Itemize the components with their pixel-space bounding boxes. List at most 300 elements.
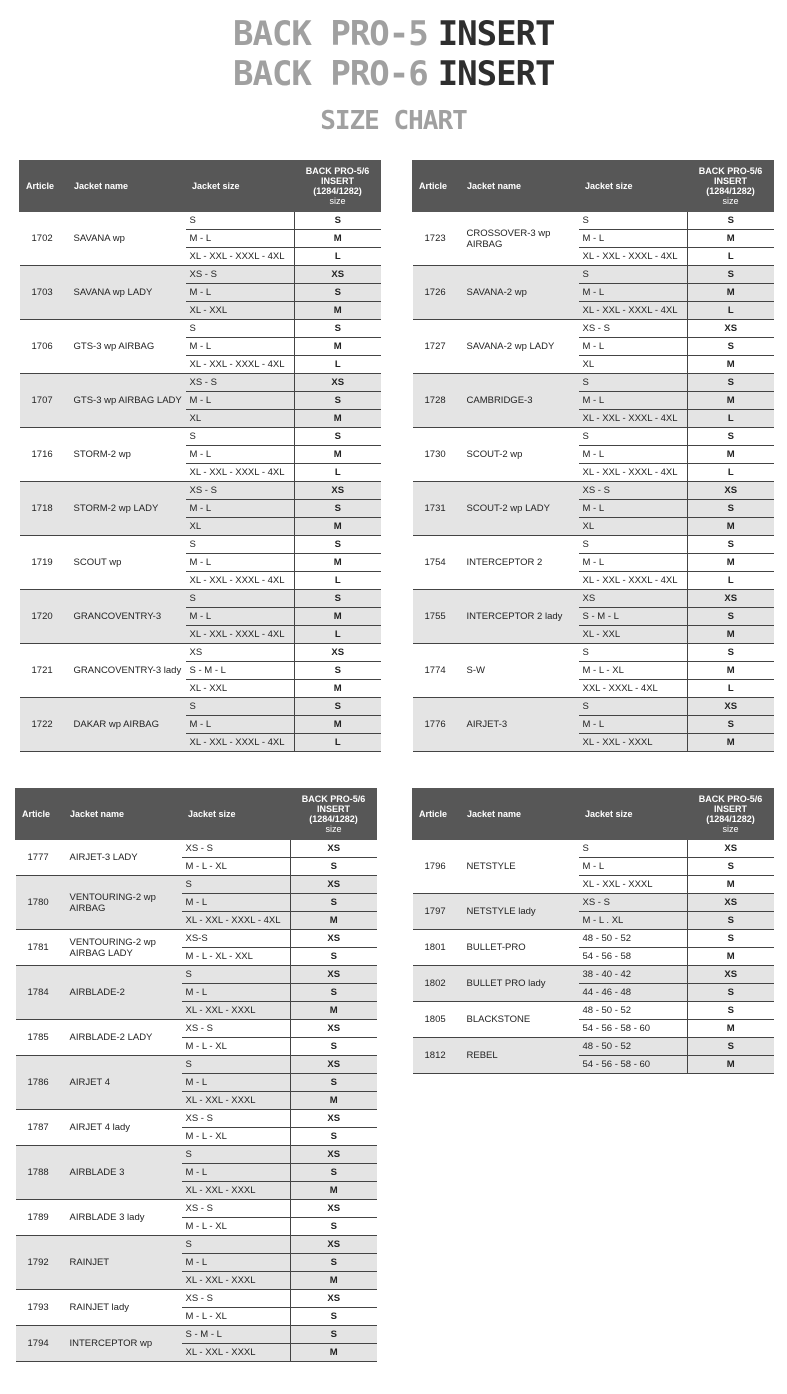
article-group — [20, 698, 381, 752]
jacket-size: XL - XXL - XXXL — [182, 1002, 291, 1020]
jacket-size: M - L - XL — [182, 858, 291, 876]
jacket-name: SCOUT-2 wp LADY — [461, 482, 579, 536]
article-number: 1805 — [413, 1002, 461, 1038]
jacket-name: BULLET-PRO — [461, 930, 579, 966]
jacket-name: GRANCOVENTRY-3 lady — [68, 644, 186, 698]
article-group — [20, 482, 381, 536]
jacket-name: RAINJET — [64, 1236, 182, 1290]
header-insert-size-line: INSERT — [320, 176, 354, 186]
insert-size: S — [688, 500, 774, 518]
header-jacket-size: Jacket size — [579, 161, 688, 212]
insert-size: L — [295, 734, 381, 752]
insert-size: S — [295, 662, 381, 680]
insert-size: S — [688, 912, 774, 930]
table-row — [16, 876, 377, 894]
insert-size: S — [295, 500, 381, 518]
header-article: Article — [413, 789, 461, 840]
table-row — [413, 320, 774, 338]
jacket-size: S — [579, 212, 688, 230]
jacket-size: M - L — [579, 500, 688, 518]
article-group — [16, 1236, 377, 1290]
jacket-name: AIRJET-3 — [461, 698, 579, 752]
jacket-size: M - L — [579, 338, 688, 356]
insert-size: M — [688, 284, 774, 302]
insert-size: S — [295, 590, 381, 608]
header-insert-size-line: BACK PRO-5/6 — [301, 794, 366, 804]
article-group — [413, 644, 774, 698]
jacket-size: M - L — [182, 1074, 291, 1092]
jacket-size: 54 - 56 - 58 - 60 — [579, 1020, 688, 1038]
jacket-size: S — [182, 1146, 291, 1164]
jacket-size: XL - XXL - XXXL - 4XL — [579, 248, 688, 266]
insert-size: XS — [291, 930, 377, 948]
insert-size: S — [688, 1002, 774, 1020]
jacket-size: XL - XXL - XXXL - 4XL — [186, 626, 295, 644]
article-group — [16, 966, 377, 1020]
insert-size: XS — [291, 876, 377, 894]
insert-size: XS — [291, 1236, 377, 1254]
insert-size: XS — [295, 482, 381, 500]
jacket-size: XL - XXL - XXXL - 4XL — [186, 464, 295, 482]
header-insert-size-line: INSERT — [713, 176, 747, 186]
insert-size: S — [688, 428, 774, 446]
article-number: 1792 — [16, 1236, 64, 1290]
insert-size: S — [291, 858, 377, 876]
header-jacket-name: Jacket name — [461, 161, 579, 212]
article-number: 1719 — [20, 536, 68, 590]
article-number: 1723 — [413, 212, 461, 266]
article-number: 1786 — [16, 1056, 64, 1110]
article-group — [20, 590, 381, 644]
header-insert-size-line: BACK PRO-5/6 — [305, 166, 370, 176]
jacket-name: SAVANA wp — [68, 212, 186, 266]
jacket-size: XS — [186, 644, 295, 662]
table-row — [20, 536, 381, 554]
jacket-size: S — [579, 374, 688, 392]
size-table-1 — [19, 160, 381, 752]
jacket-name: SCOUT wp — [68, 536, 186, 590]
insert-size: M — [688, 948, 774, 966]
article-group — [413, 966, 774, 1002]
table-row — [20, 212, 381, 230]
jacket-size: S — [579, 266, 688, 284]
insert-size: XS — [291, 966, 377, 984]
insert-size: M — [291, 1344, 377, 1362]
header-jacket-name: Jacket name — [461, 789, 579, 840]
jacket-name: NETSTYLE lady — [461, 894, 579, 930]
jacket-size: XL - XXL — [579, 626, 688, 644]
table-row — [413, 536, 774, 554]
jacket-size: XS - S — [182, 1290, 291, 1308]
table-row — [413, 266, 774, 284]
article-group — [413, 266, 774, 320]
article-group — [20, 374, 381, 428]
header-insert-size-line: BACK PRO-5/6 — [698, 794, 763, 804]
jacket-name: RAINJET lady — [64, 1290, 182, 1326]
article-group — [20, 536, 381, 590]
jacket-size: XS-S — [182, 930, 291, 948]
header-insert-size — [688, 161, 774, 212]
article-number: 1702 — [20, 212, 68, 266]
insert-size: M — [291, 1272, 377, 1290]
jacket-size: XS - S — [579, 320, 688, 338]
insert-size: M — [295, 518, 381, 536]
insert-size: S — [688, 1038, 774, 1056]
insert-size: S — [688, 374, 774, 392]
table-row — [16, 1020, 377, 1038]
table-row — [413, 698, 774, 716]
jacket-size: S — [579, 428, 688, 446]
article-number: 1797 — [413, 894, 461, 930]
jacket-size: XS - S — [182, 840, 291, 858]
jacket-size: 54 - 56 - 58 - 60 — [579, 1056, 688, 1074]
article-group — [16, 1200, 377, 1236]
table-row — [413, 1002, 774, 1020]
table-row — [20, 590, 381, 608]
insert-size: S — [688, 338, 774, 356]
jacket-size: M - L — [579, 858, 688, 876]
table-row — [413, 930, 774, 948]
jacket-size: M - L — [186, 338, 295, 356]
insert-size: L — [295, 356, 381, 374]
jacket-size: S — [579, 644, 688, 662]
jacket-size: XS - S — [579, 482, 688, 500]
header-insert-size-line: BACK PRO-5/6 — [698, 166, 763, 176]
jacket-size: M - L - XL - XXL — [182, 948, 291, 966]
insert-size: S — [291, 1038, 377, 1056]
article-group — [413, 1038, 774, 1074]
insert-size: M — [688, 626, 774, 644]
insert-size: M — [688, 734, 774, 752]
article-group — [16, 1326, 377, 1362]
table-row — [413, 428, 774, 446]
article-number: 1722 — [20, 698, 68, 752]
article-group — [16, 1056, 377, 1110]
table-row — [20, 482, 381, 500]
jacket-size: S — [186, 428, 295, 446]
jacket-size: M - L — [182, 1164, 291, 1182]
jacket-size: M - L — [182, 984, 291, 1002]
size-table-4 — [412, 788, 774, 1074]
table-row — [413, 840, 774, 858]
insert-size: M — [291, 912, 377, 930]
article-group — [413, 482, 774, 536]
jacket-size: XS — [579, 590, 688, 608]
insert-size: S — [688, 858, 774, 876]
article-group — [413, 930, 774, 966]
insert-size: S — [688, 266, 774, 284]
jacket-size: M - L — [579, 392, 688, 410]
jacket-size: S - M - L — [579, 608, 688, 626]
article-number: 1727 — [413, 320, 461, 374]
jacket-size: XL - XXL - XXXL - 4XL — [186, 356, 295, 374]
header-jacket-name: Jacket name — [64, 789, 182, 840]
jacket-name: AIRBLADE-2 LADY — [64, 1020, 182, 1056]
article-number: 1793 — [16, 1290, 64, 1326]
article-number: 1794 — [16, 1326, 64, 1362]
header-insert-size — [291, 789, 377, 840]
article-group — [413, 1002, 774, 1038]
insert-size: M — [295, 302, 381, 320]
jacket-size: M - L — [579, 284, 688, 302]
table-row — [413, 1038, 774, 1056]
insert-size: M — [295, 608, 381, 626]
article-group — [20, 212, 381, 266]
title-insert-2: INSERT — [437, 54, 555, 94]
jacket-size: M - L — [579, 446, 688, 464]
jacket-name: INTERCEPTOR wp — [64, 1326, 182, 1362]
jacket-name: STORM-2 wp LADY — [68, 482, 186, 536]
jacket-size: S — [186, 320, 295, 338]
table-header-row — [413, 161, 774, 212]
insert-size: S — [688, 984, 774, 1002]
insert-size: XS — [291, 1146, 377, 1164]
insert-size: M — [688, 876, 774, 894]
jacket-name: SAVANA-2 wp LADY — [461, 320, 579, 374]
title-insert-1: INSERT — [437, 14, 555, 54]
jacket-size: XS - S — [186, 266, 295, 284]
insert-size: XS — [688, 320, 774, 338]
insert-size: L — [295, 626, 381, 644]
title-line-2 — [233, 56, 555, 92]
jacket-name: INTERCEPTOR 2 — [461, 536, 579, 590]
insert-size: M — [688, 1020, 774, 1038]
jacket-size: XL - XXL — [186, 302, 295, 320]
jacket-size: XL - XXL - XXXL - 4XL — [186, 572, 295, 590]
insert-size: XS — [291, 1020, 377, 1038]
article-group — [20, 428, 381, 482]
size-table-2 — [412, 160, 774, 752]
insert-size: XS — [291, 1290, 377, 1308]
insert-size: S — [688, 212, 774, 230]
insert-size: XS — [291, 1200, 377, 1218]
jacket-name: AIRBLADE 3 — [64, 1146, 182, 1200]
header-insert-size — [688, 789, 774, 840]
insert-size: S — [295, 428, 381, 446]
header-jacket-size: Jacket size — [186, 161, 295, 212]
jacket-size: M - L . XL — [579, 912, 688, 930]
insert-size: M — [688, 392, 774, 410]
jacket-size: XL - XXL - XXXL — [182, 1092, 291, 1110]
jacket-size: XL - XXL - XXXL — [182, 1272, 291, 1290]
article-number: 1781 — [16, 930, 64, 966]
article-group — [20, 266, 381, 320]
jacket-size: XL - XXL - XXXL — [579, 734, 688, 752]
table-row — [20, 320, 381, 338]
article-group — [413, 374, 774, 428]
size-table-3 — [15, 788, 377, 1362]
jacket-name: AIRBLADE 3 lady — [64, 1200, 182, 1236]
insert-size: XS — [688, 482, 774, 500]
header-jacket-name: Jacket name — [68, 161, 186, 212]
insert-size: M — [295, 230, 381, 248]
insert-size: S — [295, 320, 381, 338]
jacket-size: XL - XXL - XXXL - 4XL — [579, 302, 688, 320]
jacket-size: XL - XXL - XXXL - 4XL — [579, 410, 688, 428]
jacket-size: XL — [579, 356, 688, 374]
jacket-size: S — [579, 840, 688, 858]
jacket-size: M - L - XL — [182, 1308, 291, 1326]
jacket-size: XL - XXL — [186, 680, 295, 698]
jacket-name: BLACKSTONE — [461, 1002, 579, 1038]
header-article: Article — [16, 789, 64, 840]
article-group — [16, 1020, 377, 1056]
table-row — [16, 930, 377, 948]
table-row — [16, 1056, 377, 1074]
insert-size: S — [688, 536, 774, 554]
table-row — [16, 1146, 377, 1164]
insert-size: S — [688, 608, 774, 626]
header-article: Article — [413, 161, 461, 212]
insert-size: S — [291, 1218, 377, 1236]
jacket-name: S-W — [461, 644, 579, 698]
jacket-size: 48 - 50 - 52 — [579, 930, 688, 948]
jacket-size: S — [186, 590, 295, 608]
article-number: 1796 — [413, 840, 461, 894]
insert-size: M — [295, 446, 381, 464]
jacket-size: S — [186, 536, 295, 554]
jacket-size: XS - S — [182, 1020, 291, 1038]
article-group — [20, 644, 381, 698]
jacket-size: S — [186, 698, 295, 716]
insert-size: L — [295, 572, 381, 590]
header-insert-size-line: size — [722, 196, 739, 206]
jacket-size: 54 - 56 - 58 — [579, 948, 688, 966]
insert-size: S — [295, 392, 381, 410]
insert-size: S — [291, 948, 377, 966]
insert-size: M — [688, 446, 774, 464]
article-number: 1784 — [16, 966, 64, 1020]
insert-size: S — [688, 716, 774, 734]
insert-size: XS — [688, 840, 774, 858]
title-line-1 — [233, 16, 555, 52]
article-number: 1716 — [20, 428, 68, 482]
article-number: 1730 — [413, 428, 461, 482]
jacket-name: SCOUT-2 wp — [461, 428, 579, 482]
insert-size: M — [291, 1092, 377, 1110]
jacket-name: BULLET PRO lady — [461, 966, 579, 1002]
jacket-size: S — [182, 966, 291, 984]
insert-size: XS — [295, 266, 381, 284]
insert-size: M — [295, 554, 381, 572]
table-row — [20, 644, 381, 662]
jacket-size: 44 - 46 - 48 — [579, 984, 688, 1002]
jacket-size: M - L — [186, 392, 295, 410]
jacket-size: M - L — [182, 894, 291, 912]
jacket-size: S — [579, 536, 688, 554]
article-group — [413, 894, 774, 930]
header-insert-size-line: INSERT — [316, 804, 350, 814]
jacket-size: M - L - XL — [182, 1218, 291, 1236]
table-header-row — [413, 789, 774, 840]
header-insert-size-line: (1284/1282) — [309, 814, 358, 824]
insert-size: S — [295, 284, 381, 302]
article-group — [413, 698, 774, 752]
article-group — [413, 212, 774, 266]
article-number: 1718 — [20, 482, 68, 536]
jacket-size: XS - S — [579, 894, 688, 912]
jacket-size: XL - XXL - XXXL - 4XL — [579, 464, 688, 482]
article-group — [16, 1146, 377, 1200]
jacket-size: XXL - XXXL - 4XL — [579, 680, 688, 698]
insert-size: S — [295, 536, 381, 554]
jacket-name: SAVANA-2 wp — [461, 266, 579, 320]
article-group — [20, 320, 381, 374]
jacket-size: XL - XXL - XXXL - 4XL — [579, 572, 688, 590]
insert-size: XS — [291, 1056, 377, 1074]
article-number: 1787 — [16, 1110, 64, 1146]
table-header-row — [16, 789, 377, 840]
jacket-name: DAKAR wp AIRBAG — [68, 698, 186, 752]
insert-size: M — [688, 554, 774, 572]
insert-size: XS — [688, 894, 774, 912]
insert-size: S — [291, 1326, 377, 1344]
article-group — [413, 320, 774, 374]
header-insert-size-line: size — [329, 196, 346, 206]
header-insert-size-line: (1284/1282) — [706, 186, 755, 196]
jacket-size: M - L — [579, 716, 688, 734]
insert-size: L — [688, 572, 774, 590]
jacket-size: S — [182, 1236, 291, 1254]
jacket-name: GRANCOVENTRY-3 — [68, 590, 186, 644]
title-product-1: BACK PRO-5 — [233, 14, 428, 54]
insert-size: M — [291, 1182, 377, 1200]
insert-size: M — [295, 716, 381, 734]
insert-size: M — [295, 410, 381, 428]
jacket-size: XL - XXL - XXXL — [579, 876, 688, 894]
jacket-size: 48 - 50 - 52 — [579, 1038, 688, 1056]
table-row — [16, 1290, 377, 1308]
jacket-size: M - L — [186, 500, 295, 518]
insert-size: S — [295, 698, 381, 716]
jacket-name: NETSTYLE — [461, 840, 579, 894]
article-number: 1731 — [413, 482, 461, 536]
jacket-size: M - L — [186, 608, 295, 626]
insert-size: S — [291, 1128, 377, 1146]
title-block — [0, 0, 787, 150]
article-number: 1774 — [413, 644, 461, 698]
insert-size: M — [688, 356, 774, 374]
jacket-size: S — [182, 1056, 291, 1074]
jacket-name: AIRBLADE-2 — [64, 966, 182, 1020]
table-row — [413, 212, 774, 230]
insert-size: XS — [291, 840, 377, 858]
jacket-size: M - L — [186, 554, 295, 572]
insert-size: S — [688, 930, 774, 948]
article-number: 1789 — [16, 1200, 64, 1236]
insert-size: M — [295, 338, 381, 356]
jacket-size: S - M - L — [186, 662, 295, 680]
article-number: 1726 — [413, 266, 461, 320]
title-product-2: BACK PRO-6 — [233, 54, 428, 94]
article-number: 1801 — [413, 930, 461, 966]
insert-size: XS — [295, 374, 381, 392]
header-insert-size-line: (1284/1282) — [313, 186, 362, 196]
article-number: 1777 — [16, 840, 64, 876]
insert-size: S — [291, 1164, 377, 1182]
jacket-size: XS - S — [182, 1110, 291, 1128]
insert-size: XS — [688, 590, 774, 608]
jacket-name: AIRJET-3 LADY — [64, 840, 182, 876]
jacket-name: CAMBRIDGE-3 — [461, 374, 579, 428]
jacket-size: XL - XXL - XXXL — [182, 1344, 291, 1362]
table-header-row — [20, 161, 381, 212]
article-number: 1776 — [413, 698, 461, 752]
insert-size: S — [291, 984, 377, 1002]
article-number: 1728 — [413, 374, 461, 428]
insert-size: M — [688, 518, 774, 536]
insert-size: S — [291, 1074, 377, 1092]
